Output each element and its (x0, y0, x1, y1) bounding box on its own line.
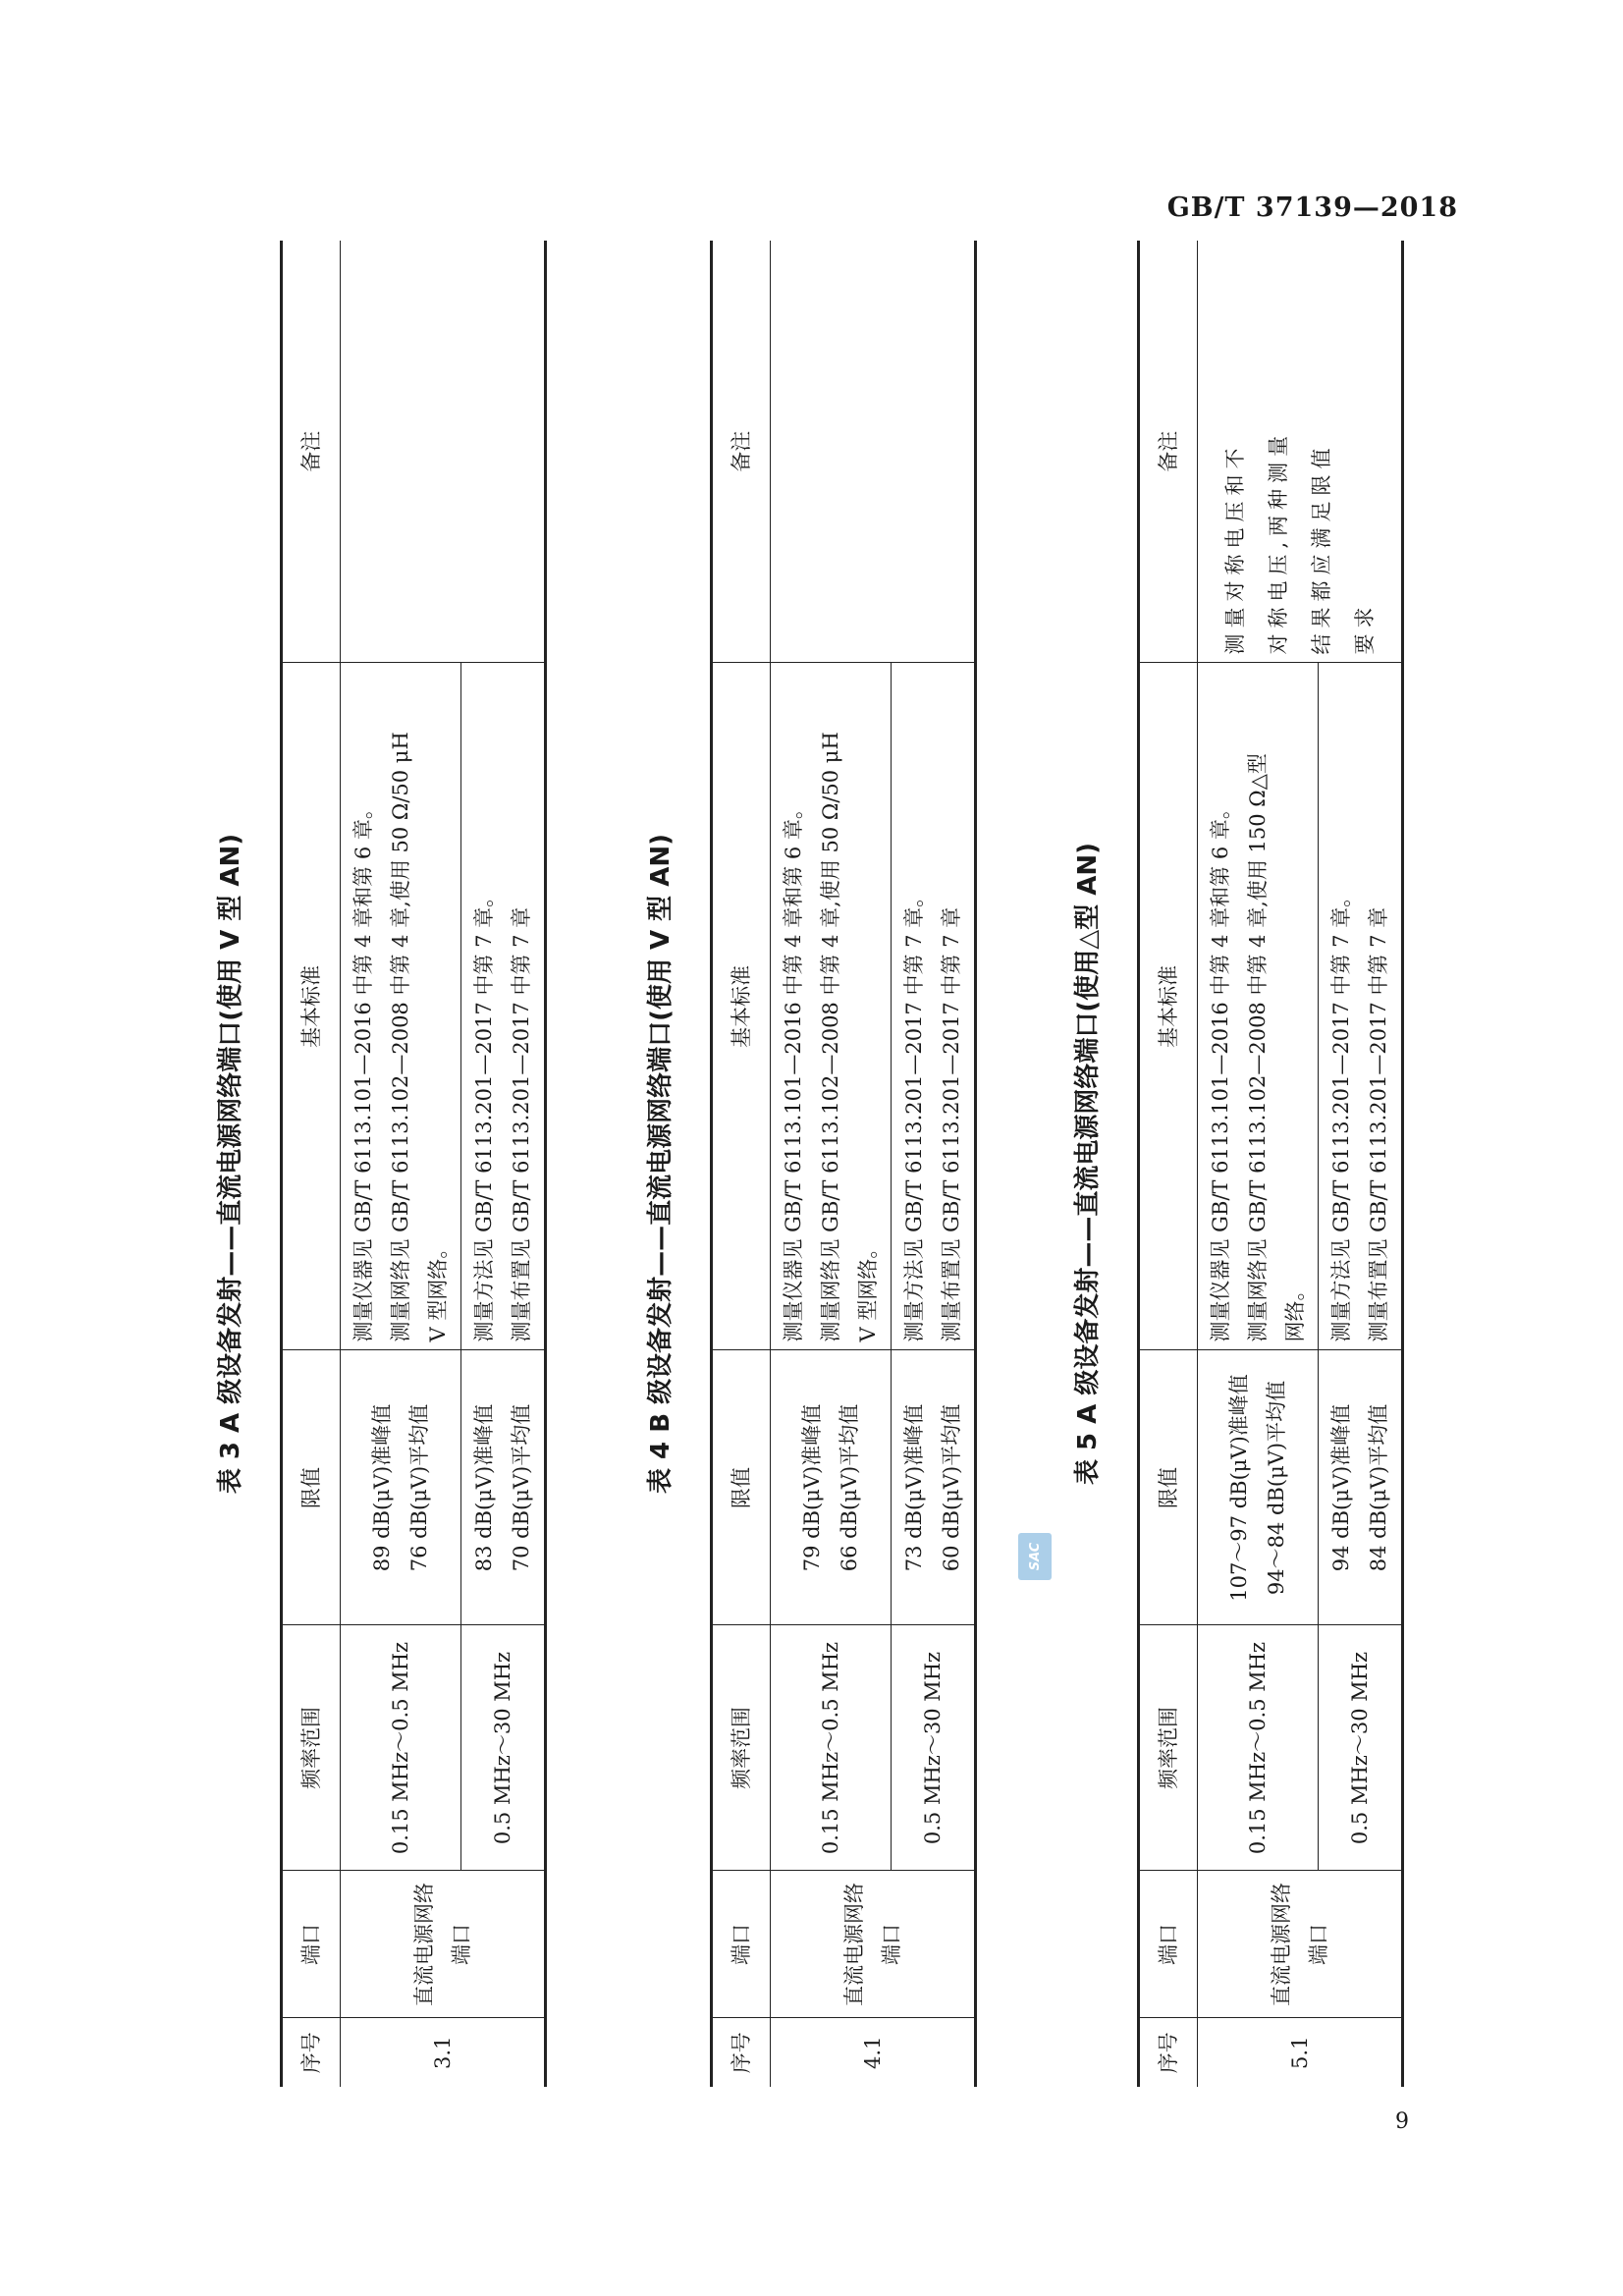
cell-limit (771, 1350, 892, 1625)
cell-limit (1319, 1350, 1403, 1625)
col-header-limit: 限值 (282, 1350, 341, 1625)
table-section (641, 241, 1014, 2087)
text-line: 对称电压,两种测量 (1266, 429, 1290, 655)
text-line: V 型网络。 (426, 1237, 450, 1342)
table-caption: 表 3 A 级设备发射——直流电源网络端口(使用 V 型 AN) (216, 833, 245, 1495)
page-number: 9 (1395, 2109, 1409, 2134)
table-section (211, 241, 584, 2087)
col-header-limit: 限值 (1139, 1350, 1198, 1625)
cell-frequency: 0.5 MHz～30 MHz (892, 1625, 976, 1871)
col-header-port: 端口 (1139, 1871, 1198, 2018)
emission-table (710, 241, 977, 2087)
table-header-row (1139, 241, 1198, 2087)
limit-quasi-peak: 94 dB(μV)准峰值 (1329, 1403, 1353, 1572)
text-line: 测量仪器见 GB/T 6113.101—2016 中第 4 章和第 6 章。 (352, 798, 375, 1342)
col-header-port: 端口 (282, 1871, 341, 2018)
cell-port (341, 1871, 546, 2018)
cell-base-standard-top (771, 663, 892, 1350)
text-line: 网络。 (1283, 1280, 1307, 1342)
col-header-limit: 限值 (712, 1350, 771, 1625)
text-line: 测量布置见 GB/T 6113.201—2017 中第 7 章 (510, 906, 533, 1342)
port-line: 端口 (1306, 1924, 1330, 1965)
cell-base-standard-bottom (1319, 663, 1403, 1350)
limit-quasi-peak: 73 dB(μV)准峰值 (902, 1403, 926, 1572)
table-header-row (712, 241, 771, 2087)
text-line: 测量布置见 GB/T 6113.201—2017 中第 7 章 (1367, 906, 1390, 1342)
text-line: 测量仪器见 GB/T 6113.101—2016 中第 4 章和第 6 章。 (1209, 798, 1232, 1342)
text-line: 测量方法见 GB/T 6113.201—2017 中第 7 章。 (472, 886, 496, 1342)
text-line: 要求 (1352, 601, 1377, 655)
text-line: 测量网络见 GB/T 6113.102—2008 中第 4 章,使用 50 Ω/50 μH (389, 732, 412, 1342)
col-header-frequency: 频率范围 (282, 1625, 341, 1871)
col-header-no: 序号 (1139, 2018, 1198, 2087)
table-caption: 表 4 B 级设备发射——直流电源网络端口(使用 V 型 AN) (646, 834, 676, 1494)
limit-quasi-peak: 79 dB(μV)准峰值 (800, 1403, 824, 1572)
text-line: 测量仪器见 GB/T 6113.101—2016 中第 4 章和第 6 章。 (782, 798, 805, 1342)
limit-quasi-peak: 89 dB(μV)准峰值 (370, 1403, 394, 1572)
limit-quasi-peak: 83 dB(μV)准峰值 (472, 1403, 496, 1572)
port-line: 端口 (879, 1924, 903, 1965)
col-header-base-standard: 基本标准 (712, 663, 771, 1350)
cell-limit (461, 1350, 546, 1625)
limit-quasi-peak: 107～97 dB(μV)准峰值 (1227, 1374, 1251, 1602)
text-line: 测量布置见 GB/T 6113.201—2017 中第 7 章 (940, 906, 963, 1342)
cell-frequency: 0.15 MHz～0.5 MHz (341, 1625, 461, 1871)
port-line: 端口 (449, 1924, 473, 1965)
emission-table (280, 241, 547, 2087)
table-row (341, 241, 461, 2087)
limit-average: 84 dB(μV)平均值 (1367, 1403, 1390, 1572)
text-line: 测量网络见 GB/T 6113.102—2008 中第 4 章,使用 50 Ω/50 μH (819, 732, 842, 1342)
limit-average: 70 dB(μV)平均值 (510, 1403, 533, 1572)
col-header-port: 端口 (712, 1871, 771, 2018)
cell-frequency: 0.15 MHz～0.5 MHz (771, 1625, 892, 1871)
table-row (771, 241, 892, 2087)
cell-note (341, 241, 546, 663)
text-line: 测量对称电压和不 (1222, 442, 1247, 655)
col-header-note: 备注 (712, 241, 771, 663)
cell-frequency: 0.15 MHz～0.5 MHz (1198, 1625, 1319, 1871)
standard-code: GB/T 37139—2018 (1166, 192, 1458, 223)
table-caption: 表 5 A 级设备发射——直流电源网络端口(使用△型 AN) (1073, 842, 1103, 1486)
text-line: 测量网络见 GB/T 6113.102—2008 中第 4 章,使用 150 Ω△型 (1246, 753, 1270, 1342)
text-line: 结果都应满足限值 (1309, 442, 1333, 655)
col-header-note: 备注 (282, 241, 341, 663)
cell-base-standard-bottom (892, 663, 976, 1350)
limit-average: 60 dB(μV)平均值 (940, 1403, 963, 1572)
cell-note (771, 241, 976, 663)
cell-base-standard-top (341, 663, 461, 1350)
cell-port (771, 1871, 976, 2018)
cell-no: 5.1 (1198, 2018, 1403, 2087)
emission-table (1137, 241, 1404, 2087)
text-line: 测量方法见 GB/T 6113.201—2017 中第 7 章。 (902, 886, 926, 1342)
cell-base-standard-top (1198, 663, 1319, 1350)
cell-limit (892, 1350, 976, 1625)
col-header-no: 序号 (712, 2018, 771, 2087)
cell-no: 3.1 (341, 2018, 546, 2087)
text-line: 测量方法见 GB/T 6113.201—2017 中第 7 章。 (1329, 886, 1353, 1342)
col-header-note: 备注 (1139, 241, 1198, 663)
table-section (1068, 241, 1441, 2087)
cell-limit (341, 1350, 461, 1625)
cell-frequency: 0.5 MHz～30 MHz (461, 1625, 546, 1871)
col-header-base-standard: 基本标准 (282, 663, 341, 1350)
table-row (1198, 241, 1319, 2087)
port-line: 直流电源网络 (411, 1883, 436, 2006)
cell-port (1198, 1871, 1403, 2018)
sac-watermark-logo: SAC (1018, 1533, 1052, 1580)
table-header-row (282, 241, 341, 2087)
cell-frequency: 0.5 MHz～30 MHz (1319, 1625, 1403, 1871)
limit-average: 94～84 dB(μV)平均值 (1265, 1380, 1288, 1596)
limit-average: 66 dB(μV)平均值 (838, 1403, 861, 1572)
port-line: 直流电源网络 (841, 1883, 866, 2006)
col-header-no: 序号 (282, 2018, 341, 2087)
port-line: 直流电源网络 (1269, 1883, 1293, 2006)
text-line: V 型网络。 (856, 1237, 880, 1342)
col-header-frequency: 频率范围 (1139, 1625, 1198, 1871)
cell-note (1198, 241, 1403, 663)
limit-average: 76 dB(μV)平均值 (407, 1403, 431, 1572)
cell-limit (1198, 1350, 1319, 1625)
cell-base-standard-bottom (461, 663, 546, 1350)
col-header-frequency: 频率范围 (712, 1625, 771, 1871)
col-header-base-standard: 基本标准 (1139, 663, 1198, 1350)
cell-no: 4.1 (771, 2018, 976, 2087)
